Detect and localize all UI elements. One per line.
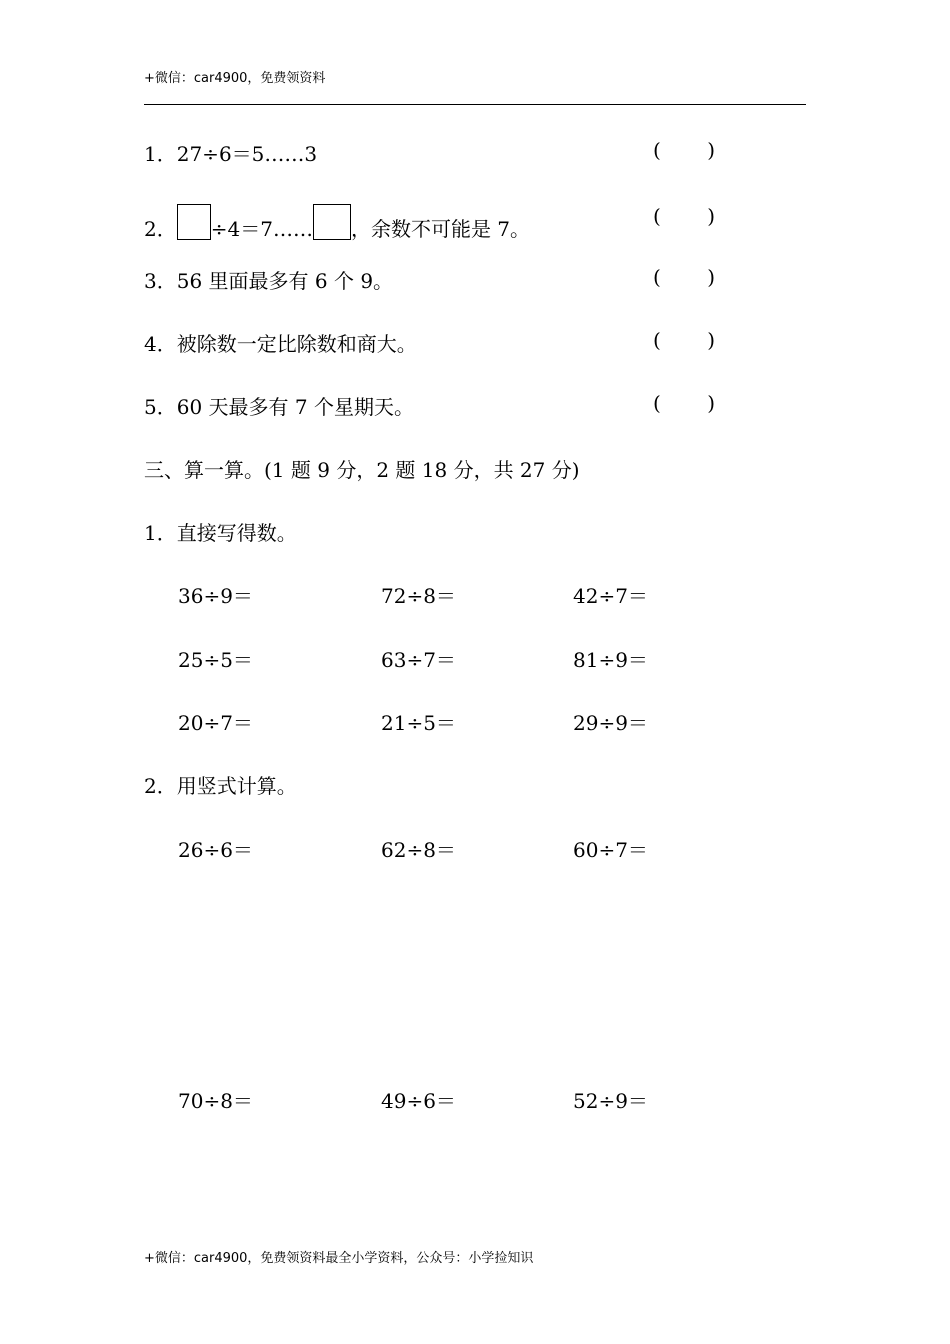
header-text: +微信：car4900，免费领资料	[144, 71, 326, 86]
part1-label: 1．直接写得数。	[144, 521, 297, 545]
vertical-calc-item: 52÷9＝	[573, 1089, 648, 1113]
question-5	[144, 391, 414, 420]
question-number: 5．	[144, 395, 177, 419]
paren-close: )	[707, 204, 715, 228]
calc-item: 63÷7＝	[381, 648, 456, 672]
question-number: 4．	[144, 332, 177, 356]
calc-item: 29÷9＝	[573, 711, 648, 735]
paren-close: )	[707, 265, 715, 289]
question-2	[144, 204, 530, 242]
question-text: 56 里面最多有 6 个 9。	[176, 269, 394, 293]
question-number: 1．	[144, 142, 177, 166]
answer-parens-5[interactable]	[653, 391, 715, 415]
question-text: 60 天最多有 7 个星期天。	[176, 395, 414, 419]
header-divider	[144, 104, 806, 105]
vertical-calc-item: 70÷8＝	[178, 1089, 253, 1113]
paren-close: )	[707, 138, 715, 162]
blank-box-dividend[interactable]	[177, 204, 211, 240]
vertical-calc-item: 49÷6＝	[381, 1089, 456, 1113]
blank-box-remainder[interactable]	[313, 204, 351, 240]
calc-item: 21÷5＝	[381, 711, 456, 735]
paren-close: )	[707, 391, 715, 415]
section-title: 三、算一算。(1 题 9 分，2 题 18 分，共 27 分)	[144, 458, 580, 482]
calc-item: 42÷7＝	[573, 584, 648, 608]
question-number: 2．	[144, 217, 177, 241]
part2-label: 2．用竖式计算。	[144, 774, 297, 798]
question-4	[144, 328, 417, 357]
answer-parens-3[interactable]	[653, 265, 715, 289]
paren-close: )	[707, 328, 715, 352]
question-text-mid: ÷4＝7……	[210, 217, 313, 241]
answer-parens-2[interactable]	[653, 204, 715, 228]
paren-open: (	[653, 328, 661, 352]
paren-open: (	[653, 138, 661, 162]
vertical-calc-item: 26÷6＝	[178, 838, 253, 862]
calc-item: 36÷9＝	[178, 584, 253, 608]
calc-item: 72÷8＝	[381, 584, 456, 608]
answer-parens-1[interactable]	[653, 138, 715, 162]
paren-open: (	[653, 204, 661, 228]
question-text: 27÷6＝5……3	[176, 142, 318, 166]
question-3	[144, 265, 393, 294]
question-text-tail: ，余数不可能是 7。	[350, 217, 531, 241]
answer-parens-4[interactable]	[653, 328, 715, 352]
footer-text: +微信：car4900，免费领资料最全小学资料，公众号：小学捡知识	[144, 1251, 534, 1266]
paren-open: (	[653, 391, 661, 415]
calc-item: 25÷5＝	[178, 648, 253, 672]
question-text: 被除数一定比除数和商大。	[176, 332, 417, 356]
paren-open: (	[653, 265, 661, 289]
calc-item: 20÷7＝	[178, 711, 253, 735]
vertical-calc-item: 62÷8＝	[381, 838, 456, 862]
question-number: 3．	[144, 269, 177, 293]
calc-item: 81÷9＝	[573, 648, 648, 672]
question-1	[144, 138, 317, 167]
vertical-calc-item: 60÷7＝	[573, 838, 648, 862]
